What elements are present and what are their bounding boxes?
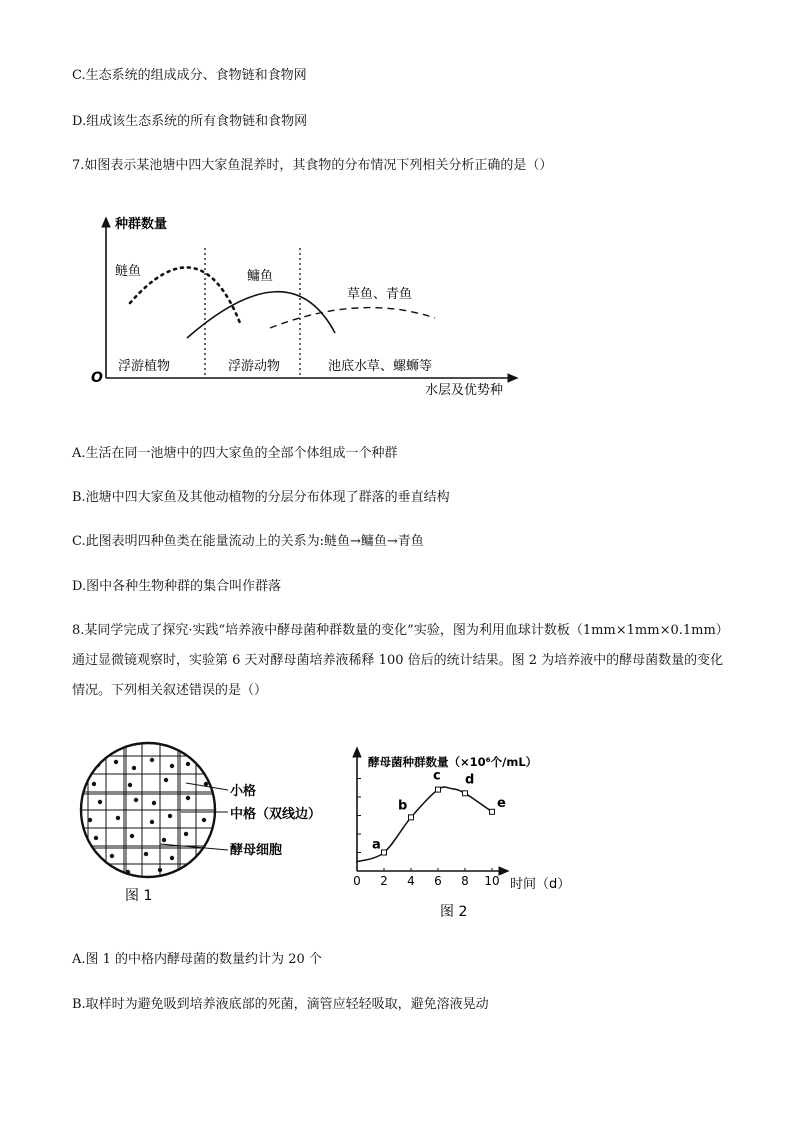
label-medium-square: 中格（双线边） <box>230 807 322 822</box>
zone-phytoplankton: 浮游植物 <box>118 359 171 374</box>
q7-option-c: C.此图表明四种鱼类在能量流动上的关系为:鲢鱼→鳙鱼→青鱼 <box>72 534 424 549</box>
zone-bottom-plants: 池底水草、螺蛳等 <box>328 359 433 374</box>
label-silver-carp: 鲢鱼 <box>115 264 142 279</box>
fig2-point-e <box>490 809 495 814</box>
fig2-y-label: 酵母菌种群数量（×10⁶个/mL） <box>368 755 538 769</box>
fig2-point-label-e: e <box>497 795 506 811</box>
hemocytometer-grid <box>68 740 228 890</box>
fig2-x-tick-label: 8 <box>461 874 469 888</box>
leader-yeast-cell <box>160 844 228 850</box>
q7-option-b: B.池塘中四大家鱼及其他动植物的分层分布体现了群落的垂直结构 <box>72 490 450 505</box>
option-c-prev: C.生态系统的组成成分、食物链和食物网 <box>72 68 307 83</box>
label-bighead-carp: 鳙鱼 <box>247 269 274 284</box>
curve-silver-carp <box>130 267 240 323</box>
label-small-square: 小格 <box>230 784 257 799</box>
fig2-point-label-b: b <box>398 798 408 814</box>
q7-stem: 7.如图表示某池塘中四大家鱼混养时，其食物的分布情况下列相关分析正确的是（） <box>72 158 553 173</box>
fig2-x-tick-label: 10 <box>484 874 500 888</box>
q7-x-label: 水层及优势种 <box>425 383 504 398</box>
fig2-x-label: 时间（d） <box>510 877 571 892</box>
fig2-caption: 图 2 <box>440 904 468 920</box>
q7-y-label: 种群数量 <box>115 217 168 232</box>
curve-bighead-carp <box>187 292 335 338</box>
label-grass-black-carp: 草鱼、青鱼 <box>347 287 413 302</box>
q8-stem: 8.某同学完成了探究·实践“培养液中酵母菌种群数量的变化”实验，图为利用血球计数板（1mm×1mm×0.1mm）通过显微镜观察时，实验第 6 天对酵母菌培养液稀释 100 倍后的统计结果。图 2 为培养液中的酵母菌数量的变化情况。下列相关叙述错误的是（） <box>72 623 729 698</box>
q7-option-a: A.生活在同一池塘中的四大家鱼的全部个体组成一个种群 <box>72 446 398 461</box>
label-yeast-cell: 酵母细胞 <box>230 843 283 858</box>
fig2-x-tick-label: 4 <box>407 874 415 888</box>
fig2-point-label-d: d <box>465 772 475 788</box>
q7-origin: O <box>91 370 103 386</box>
q7-option-d: D.图中各种生物种群的集合叫作群落 <box>72 579 282 594</box>
fig2-point-label-a: a <box>372 837 381 853</box>
fig2-points <box>372 769 506 855</box>
fig2-point-d <box>463 791 468 796</box>
fig2-x-tick-label: 2 <box>380 874 388 888</box>
fig1-caption: 图 1 <box>125 888 153 904</box>
q8-option-a: A.图 1 的中格内酵母菌的数量约计为 20 个 <box>72 952 322 967</box>
fig2-point-label-c: c <box>433 768 441 784</box>
fig2-point-b <box>409 815 414 820</box>
q7-figure <box>85 208 525 403</box>
q8-fig1 <box>68 740 358 915</box>
fig2-x-tick-label: 6 <box>434 874 442 888</box>
q8-fig2 <box>340 740 590 920</box>
fig2-point-a <box>382 850 387 855</box>
curve-grass-black-carp <box>270 308 435 328</box>
fig2-point-c <box>436 787 441 792</box>
zone-zooplankton: 浮游动物 <box>228 359 281 374</box>
q8-option-b: B.取样时为避免吸到培养液底部的死菌，滴管应轻轻吸取，避免溶液晃动 <box>72 997 489 1012</box>
fig2-x-tick-label: 0 <box>353 874 361 888</box>
option-d-prev: D.组成该生态系统的所有食物链和食物网 <box>72 114 308 129</box>
